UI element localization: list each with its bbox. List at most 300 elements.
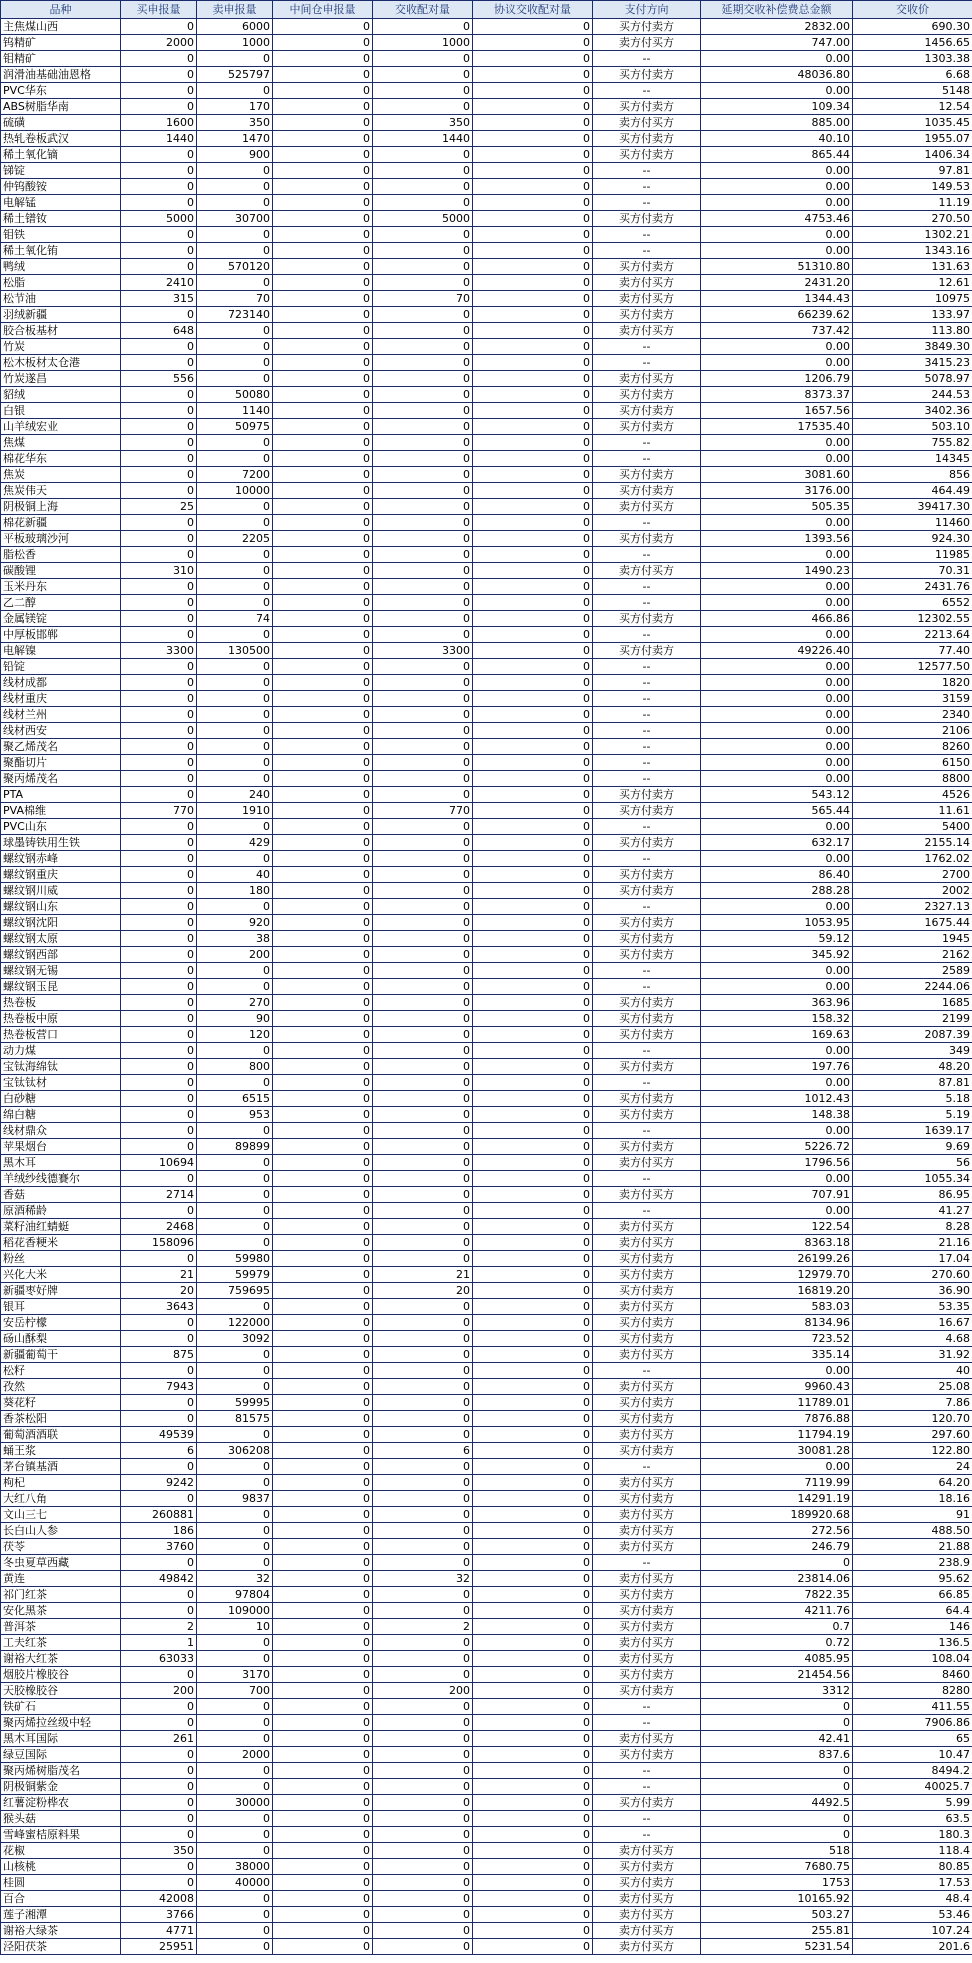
cell-compensation-total: 0.00 xyxy=(701,899,853,915)
cell-buy-declared-qty: 0 xyxy=(121,947,197,963)
cell-sell-declared-qty: 0 xyxy=(197,819,273,835)
cell-settlement-price: 4526 xyxy=(853,787,972,803)
cell-matched-qty: 0 xyxy=(373,1027,473,1043)
cell-sell-declared-qty: 306208 xyxy=(197,1443,273,1459)
cell-commodity: 粉丝 xyxy=(1,1251,121,1267)
cell-settlement-price: 12.54 xyxy=(853,99,972,115)
table-row xyxy=(1,275,972,291)
cell-intermediate-declared-qty: 0 xyxy=(273,1651,373,1667)
cell-commodity: 中厚板邯郸 xyxy=(1,627,121,643)
cell-compensation-total: 21454.56 xyxy=(701,1667,853,1683)
cell-sell-declared-qty: 50080 xyxy=(197,387,273,403)
cell-matched-qty: 0 xyxy=(373,1699,473,1715)
cell-intermediate-declared-qty: 0 xyxy=(273,1587,373,1603)
cell-compensation-total: 583.03 xyxy=(701,1299,853,1315)
cell-compensation-total: 7119.99 xyxy=(701,1475,853,1491)
cell-intermediate-declared-qty: 0 xyxy=(273,195,373,211)
table-row xyxy=(1,1491,972,1507)
table-row xyxy=(1,1763,972,1779)
table-row xyxy=(1,691,972,707)
cell-sell-declared-qty: 81575 xyxy=(197,1411,273,1427)
cell-payment-direction: 卖方付买方 xyxy=(593,371,701,387)
cell-sell-declared-qty: 109000 xyxy=(197,1603,273,1619)
cell-sell-declared-qty: 50975 xyxy=(197,419,273,435)
cell-payment-direction: 买方付卖方 xyxy=(593,1091,701,1107)
cell-intermediate-declared-qty: 0 xyxy=(273,227,373,243)
cell-matched-qty: 0 xyxy=(373,1219,473,1235)
cell-agreement-matched-qty: 0 xyxy=(473,1827,593,1843)
cell-matched-qty: 0 xyxy=(373,723,473,739)
cell-matched-qty: 0 xyxy=(373,371,473,387)
cell-settlement-price: 3415.23 xyxy=(853,355,972,371)
cell-intermediate-declared-qty: 0 xyxy=(273,1763,373,1779)
cell-matched-qty: 0 xyxy=(373,195,473,211)
cell-agreement-matched-qty: 0 xyxy=(473,579,593,595)
cell-intermediate-declared-qty: 0 xyxy=(273,627,373,643)
cell-payment-direction: 买方付卖方 xyxy=(593,1059,701,1075)
cell-payment-direction: -- xyxy=(593,1811,701,1827)
cell-commodity: 祁门红茶 xyxy=(1,1587,121,1603)
cell-sell-declared-qty: 0 xyxy=(197,1123,273,1139)
cell-commodity: 菜籽油红蜻蜓 xyxy=(1,1219,121,1235)
cell-commodity: PVC华东 xyxy=(1,83,121,99)
cell-settlement-price: 16.67 xyxy=(853,1315,972,1331)
cell-compensation-total: 0.00 xyxy=(701,1363,853,1379)
cell-sell-declared-qty: 97804 xyxy=(197,1587,273,1603)
cell-sell-declared-qty: 0 xyxy=(197,275,273,291)
cell-agreement-matched-qty: 0 xyxy=(473,1043,593,1059)
cell-settlement-price: 87.81 xyxy=(853,1075,972,1091)
cell-settlement-price: 6150 xyxy=(853,755,972,771)
cell-commodity: 螺纹钢玉昆 xyxy=(1,979,121,995)
cell-matched-qty: 0 xyxy=(373,403,473,419)
cell-settlement-price: 136.5 xyxy=(853,1635,972,1651)
cell-intermediate-declared-qty: 0 xyxy=(273,707,373,723)
table-row xyxy=(1,51,972,67)
cell-agreement-matched-qty: 0 xyxy=(473,291,593,307)
table-row xyxy=(1,1603,972,1619)
cell-compensation-total: 1490.23 xyxy=(701,563,853,579)
cell-matched-qty: 0 xyxy=(373,547,473,563)
cell-payment-direction: 买方付卖方 xyxy=(593,803,701,819)
cell-matched-qty: 0 xyxy=(373,1843,473,1859)
cell-compensation-total: 0.72 xyxy=(701,1635,853,1651)
table-row xyxy=(1,675,972,691)
cell-settlement-price: 40 xyxy=(853,1363,972,1379)
cell-agreement-matched-qty: 0 xyxy=(473,595,593,611)
cell-settlement-price: 5.18 xyxy=(853,1091,972,1107)
cell-compensation-total: 0.00 xyxy=(701,1075,853,1091)
cell-buy-declared-qty: 3760 xyxy=(121,1539,197,1555)
cell-compensation-total: 0.00 xyxy=(701,1459,853,1475)
cell-intermediate-declared-qty: 0 xyxy=(273,1491,373,1507)
cell-intermediate-declared-qty: 0 xyxy=(273,1795,373,1811)
cell-payment-direction: 买方付卖方 xyxy=(593,1667,701,1683)
cell-sell-declared-qty: 1000 xyxy=(197,35,273,51)
cell-sell-declared-qty: 10000 xyxy=(197,483,273,499)
cell-agreement-matched-qty: 0 xyxy=(473,1763,593,1779)
cell-settlement-price: 18.16 xyxy=(853,1491,972,1507)
cell-agreement-matched-qty: 0 xyxy=(473,947,593,963)
cell-buy-declared-qty: 0 xyxy=(121,1875,197,1891)
cell-agreement-matched-qty: 0 xyxy=(473,819,593,835)
cell-agreement-matched-qty: 0 xyxy=(473,739,593,755)
cell-intermediate-declared-qty: 0 xyxy=(273,1251,373,1267)
cell-intermediate-declared-qty: 0 xyxy=(273,1347,373,1363)
cell-settlement-price: 690.30 xyxy=(853,19,972,35)
cell-settlement-price: 133.97 xyxy=(853,307,972,323)
cell-sell-declared-qty: 953 xyxy=(197,1107,273,1123)
cell-payment-direction: -- xyxy=(593,659,701,675)
cell-commodity: 钨精矿 xyxy=(1,35,121,51)
cell-matched-qty: 0 xyxy=(373,1475,473,1491)
table-row xyxy=(1,1379,972,1395)
cell-settlement-price: 64.20 xyxy=(853,1475,972,1491)
cell-intermediate-declared-qty: 0 xyxy=(273,723,373,739)
cell-compensation-total: 0.00 xyxy=(701,723,853,739)
cell-commodity: 蛹王浆 xyxy=(1,1443,121,1459)
cell-agreement-matched-qty: 0 xyxy=(473,467,593,483)
cell-payment-direction: 买方付卖方 xyxy=(593,611,701,627)
table-row xyxy=(1,1123,972,1139)
cell-sell-declared-qty: 0 xyxy=(197,1155,273,1171)
cell-buy-declared-qty: 0 xyxy=(121,611,197,627)
cell-buy-declared-qty: 3643 xyxy=(121,1299,197,1315)
table-row xyxy=(1,259,972,275)
cell-commodity: 热卷板营口 xyxy=(1,1027,121,1043)
cell-payment-direction: -- xyxy=(593,1043,701,1059)
table-row xyxy=(1,1267,972,1283)
cell-matched-qty: 0 xyxy=(373,67,473,83)
cell-compensation-total: 109.34 xyxy=(701,99,853,115)
cell-payment-direction: -- xyxy=(593,1779,701,1795)
cell-buy-declared-qty: 0 xyxy=(121,1811,197,1827)
cell-agreement-matched-qty: 0 xyxy=(473,1667,593,1683)
cell-payment-direction: 卖方付买方 xyxy=(593,1891,701,1907)
cell-payment-direction: 卖方付买方 xyxy=(593,1299,701,1315)
cell-payment-direction: -- xyxy=(593,435,701,451)
cell-compensation-total: 0 xyxy=(701,1779,853,1795)
cell-sell-declared-qty: 200 xyxy=(197,947,273,963)
cell-commodity: 普洱茶 xyxy=(1,1619,121,1635)
cell-sell-declared-qty: 0 xyxy=(197,1939,273,1955)
cell-intermediate-declared-qty: 0 xyxy=(273,35,373,51)
cell-commodity: 铁矿石 xyxy=(1,1699,121,1715)
cell-matched-qty: 0 xyxy=(373,1859,473,1875)
cell-compensation-total: 0.00 xyxy=(701,179,853,195)
table-row xyxy=(1,1091,972,1107)
cell-buy-declared-qty: 0 xyxy=(121,787,197,803)
cell-commodity: 线材成都 xyxy=(1,675,121,691)
cell-commodity: 黄连 xyxy=(1,1571,121,1587)
cell-compensation-total: 747.00 xyxy=(701,35,853,51)
cell-buy-declared-qty: 0 xyxy=(121,707,197,723)
cell-matched-qty: 200 xyxy=(373,1683,473,1699)
cell-sell-declared-qty: 1140 xyxy=(197,403,273,419)
cell-payment-direction: 买方付卖方 xyxy=(593,1139,701,1155)
cell-payment-direction: 买方付卖方 xyxy=(593,1795,701,1811)
cell-agreement-matched-qty: 0 xyxy=(473,1619,593,1635)
cell-compensation-total: 0 xyxy=(701,1827,853,1843)
cell-agreement-matched-qty: 0 xyxy=(473,1779,593,1795)
cell-compensation-total: 0.00 xyxy=(701,963,853,979)
cell-sell-declared-qty: 0 xyxy=(197,755,273,771)
cell-matched-qty: 0 xyxy=(373,1347,473,1363)
cell-sell-declared-qty: 0 xyxy=(197,1523,273,1539)
cell-compensation-total: 0.00 xyxy=(701,1171,853,1187)
cell-compensation-total: 363.96 xyxy=(701,995,853,1011)
cell-sell-declared-qty: 0 xyxy=(197,1475,273,1491)
cell-agreement-matched-qty: 0 xyxy=(473,131,593,147)
cell-buy-declared-qty: 310 xyxy=(121,563,197,579)
cell-compensation-total: 9960.43 xyxy=(701,1379,853,1395)
cell-settlement-price: 11.19 xyxy=(853,195,972,211)
cell-settlement-price: 17.04 xyxy=(853,1251,972,1267)
cell-sell-declared-qty: 122000 xyxy=(197,1315,273,1331)
cell-agreement-matched-qty: 0 xyxy=(473,355,593,371)
cell-sell-declared-qty: 0 xyxy=(197,339,273,355)
cell-payment-direction: -- xyxy=(593,227,701,243)
cell-payment-direction: 买方付卖方 xyxy=(593,483,701,499)
cell-sell-declared-qty: 0 xyxy=(197,563,273,579)
cell-intermediate-declared-qty: 0 xyxy=(273,851,373,867)
cell-matched-qty: 0 xyxy=(373,1811,473,1827)
cell-payment-direction: 买方付卖方 xyxy=(593,1107,701,1123)
table-row xyxy=(1,403,972,419)
cell-buy-declared-qty: 0 xyxy=(121,1795,197,1811)
cell-buy-declared-qty: 0 xyxy=(121,1411,197,1427)
cell-matched-qty: 0 xyxy=(373,1155,473,1171)
cell-buy-declared-qty: 0 xyxy=(121,771,197,787)
cell-commodity: 谢裕大红茶 xyxy=(1,1651,121,1667)
cell-sell-declared-qty: 0 xyxy=(197,1507,273,1523)
cell-buy-declared-qty: 0 xyxy=(121,1395,197,1411)
col-header-intermediate-declared-qty: 中间仓申报量 xyxy=(273,1,373,19)
cell-compensation-total: 1012.43 xyxy=(701,1091,853,1107)
cell-intermediate-declared-qty: 0 xyxy=(273,1187,373,1203)
cell-payment-direction: 买方付卖方 xyxy=(593,1251,701,1267)
cell-compensation-total: 885.00 xyxy=(701,115,853,131)
cell-sell-declared-qty: 6515 xyxy=(197,1091,273,1107)
table-row xyxy=(1,131,972,147)
cell-agreement-matched-qty: 0 xyxy=(473,931,593,947)
cell-settlement-price: 8.28 xyxy=(853,1219,972,1235)
cell-agreement-matched-qty: 0 xyxy=(473,1091,593,1107)
cell-payment-direction: 买方付卖方 xyxy=(593,835,701,851)
cell-agreement-matched-qty: 0 xyxy=(473,211,593,227)
cell-compensation-total: 246.79 xyxy=(701,1539,853,1555)
table-row xyxy=(1,1715,972,1731)
cell-matched-qty: 0 xyxy=(373,659,473,675)
cell-intermediate-declared-qty: 0 xyxy=(273,1843,373,1859)
cell-settlement-price: 95.62 xyxy=(853,1571,972,1587)
cell-intermediate-declared-qty: 0 xyxy=(273,1907,373,1923)
cell-buy-declared-qty: 0 xyxy=(121,435,197,451)
table-row xyxy=(1,1523,972,1539)
cell-buy-declared-qty: 0 xyxy=(121,1747,197,1763)
cell-settlement-price: 86.95 xyxy=(853,1187,972,1203)
cell-payment-direction: -- xyxy=(593,163,701,179)
cell-buy-declared-qty: 0 xyxy=(121,627,197,643)
cell-settlement-price: 2340 xyxy=(853,707,972,723)
cell-compensation-total: 0.00 xyxy=(701,675,853,691)
table-row xyxy=(1,291,972,307)
cell-intermediate-declared-qty: 0 xyxy=(273,1203,373,1219)
cell-matched-qty: 0 xyxy=(373,355,473,371)
cell-sell-declared-qty: 40000 xyxy=(197,1875,273,1891)
cell-settlement-price: 11.61 xyxy=(853,803,972,819)
cell-matched-qty: 2 xyxy=(373,1619,473,1635)
cell-payment-direction: 卖方付买方 xyxy=(593,1155,701,1171)
cell-intermediate-declared-qty: 0 xyxy=(273,1091,373,1107)
cell-compensation-total: 335.14 xyxy=(701,1347,853,1363)
cell-payment-direction: -- xyxy=(593,1715,701,1731)
cell-settlement-price: 2327.13 xyxy=(853,899,972,915)
table-row xyxy=(1,371,972,387)
cell-commodity: 稀土镨钕 xyxy=(1,211,121,227)
cell-matched-qty: 0 xyxy=(373,1651,473,1667)
cell-payment-direction: 买方付卖方 xyxy=(593,1491,701,1507)
cell-matched-qty: 0 xyxy=(373,147,473,163)
cell-matched-qty: 0 xyxy=(373,1187,473,1203)
cell-payment-direction: -- xyxy=(593,515,701,531)
cell-settlement-price: 1675.44 xyxy=(853,915,972,931)
cell-buy-declared-qty: 0 xyxy=(121,659,197,675)
cell-settlement-price: 411.55 xyxy=(853,1699,972,1715)
table-row xyxy=(1,1683,972,1699)
cell-payment-direction: 买方付卖方 xyxy=(593,531,701,547)
cell-agreement-matched-qty: 0 xyxy=(473,755,593,771)
table-row xyxy=(1,83,972,99)
cell-compensation-total: 11794.19 xyxy=(701,1427,853,1443)
cell-payment-direction: 买方付卖方 xyxy=(593,1283,701,1299)
cell-matched-qty: 0 xyxy=(373,1795,473,1811)
table-row xyxy=(1,739,972,755)
cell-commodity: 冬虫夏草西藏 xyxy=(1,1555,121,1571)
cell-agreement-matched-qty: 0 xyxy=(473,259,593,275)
cell-intermediate-declared-qty: 0 xyxy=(273,1811,373,1827)
cell-sell-declared-qty: 0 xyxy=(197,1459,273,1475)
cell-settlement-price: 12577.50 xyxy=(853,659,972,675)
cell-agreement-matched-qty: 0 xyxy=(473,1683,593,1699)
cell-matched-qty: 0 xyxy=(373,1203,473,1219)
cell-commodity: 松节油 xyxy=(1,291,121,307)
cell-intermediate-declared-qty: 0 xyxy=(273,355,373,371)
cell-intermediate-declared-qty: 0 xyxy=(273,915,373,931)
cell-agreement-matched-qty: 0 xyxy=(473,35,593,51)
cell-agreement-matched-qty: 0 xyxy=(473,611,593,627)
cell-agreement-matched-qty: 0 xyxy=(473,147,593,163)
cell-settlement-price: 66.85 xyxy=(853,1587,972,1603)
table-row xyxy=(1,1859,972,1875)
cell-intermediate-declared-qty: 0 xyxy=(273,595,373,611)
cell-commodity: 银耳 xyxy=(1,1299,121,1315)
cell-payment-direction: 买方付卖方 xyxy=(593,1315,701,1331)
cell-buy-declared-qty: 0 xyxy=(121,995,197,1011)
cell-intermediate-declared-qty: 0 xyxy=(273,51,373,67)
table-row xyxy=(1,19,972,35)
cell-settlement-price: 108.04 xyxy=(853,1651,972,1667)
cell-commodity: 黑木耳国际 xyxy=(1,1731,121,1747)
cell-matched-qty: 0 xyxy=(373,1331,473,1347)
cell-commodity: 天胶橡胶谷 xyxy=(1,1683,121,1699)
cell-buy-declared-qty: 25 xyxy=(121,499,197,515)
cell-buy-declared-qty: 200 xyxy=(121,1683,197,1699)
cell-matched-qty: 0 xyxy=(373,323,473,339)
cell-payment-direction: 卖方付买方 xyxy=(593,1923,701,1939)
cell-compensation-total: 565.44 xyxy=(701,803,853,819)
cell-matched-qty: 0 xyxy=(373,1459,473,1475)
cell-compensation-total: 466.86 xyxy=(701,611,853,627)
cell-compensation-total: 255.81 xyxy=(701,1923,853,1939)
cell-compensation-total: 288.28 xyxy=(701,883,853,899)
cell-payment-direction: 买方付卖方 xyxy=(593,419,701,435)
cell-payment-direction: 买方付卖方 xyxy=(593,1267,701,1283)
cell-compensation-total: 0.00 xyxy=(701,515,853,531)
cell-payment-direction: 卖方付买方 xyxy=(593,499,701,515)
cell-matched-qty: 0 xyxy=(373,1587,473,1603)
cell-buy-declared-qty: 0 xyxy=(121,419,197,435)
cell-sell-declared-qty: 920 xyxy=(197,915,273,931)
cell-compensation-total: 189920.68 xyxy=(701,1507,853,1523)
table-row xyxy=(1,755,972,771)
cell-matched-qty: 0 xyxy=(373,1299,473,1315)
cell-buy-declared-qty: 6 xyxy=(121,1443,197,1459)
cell-buy-declared-qty: 770 xyxy=(121,803,197,819)
cell-matched-qty: 0 xyxy=(373,1379,473,1395)
cell-sell-declared-qty: 0 xyxy=(197,1651,273,1667)
cell-agreement-matched-qty: 0 xyxy=(473,915,593,931)
cell-compensation-total: 0.00 xyxy=(701,547,853,563)
cell-compensation-total: 48036.80 xyxy=(701,67,853,83)
cell-compensation-total: 0.00 xyxy=(701,1123,853,1139)
cell-commodity: 茯苓 xyxy=(1,1539,121,1555)
cell-commodity: PTA xyxy=(1,787,121,803)
cell-buy-declared-qty: 0 xyxy=(121,387,197,403)
cell-sell-declared-qty: 9837 xyxy=(197,1491,273,1507)
cell-payment-direction: 卖方付买方 xyxy=(593,1907,701,1923)
cell-intermediate-declared-qty: 0 xyxy=(273,1507,373,1523)
cell-commodity: 电解锰 xyxy=(1,195,121,211)
cell-settlement-price: 1820 xyxy=(853,675,972,691)
cell-matched-qty: 0 xyxy=(373,1395,473,1411)
cell-intermediate-declared-qty: 0 xyxy=(273,643,373,659)
cell-commodity: 新疆枣好牌 xyxy=(1,1283,121,1299)
cell-intermediate-declared-qty: 0 xyxy=(273,483,373,499)
cell-sell-declared-qty: 30000 xyxy=(197,1795,273,1811)
cell-agreement-matched-qty: 0 xyxy=(473,979,593,995)
cell-compensation-total: 0.00 xyxy=(701,739,853,755)
table-row xyxy=(1,1395,972,1411)
cell-commodity: 黑木耳 xyxy=(1,1155,121,1171)
cell-commodity: 玉米丹东 xyxy=(1,579,121,595)
cell-settlement-price: 8800 xyxy=(853,771,972,787)
cell-compensation-total: 4492.5 xyxy=(701,1795,853,1811)
cell-compensation-total: 148.38 xyxy=(701,1107,853,1123)
cell-compensation-total: 40.10 xyxy=(701,131,853,147)
cell-intermediate-declared-qty: 0 xyxy=(273,547,373,563)
cell-compensation-total: 4211.76 xyxy=(701,1603,853,1619)
cell-compensation-total: 0.00 xyxy=(701,451,853,467)
cell-agreement-matched-qty: 0 xyxy=(473,723,593,739)
cell-matched-qty: 0 xyxy=(373,707,473,723)
cell-agreement-matched-qty: 0 xyxy=(473,451,593,467)
cell-commodity: 花椒 xyxy=(1,1843,121,1859)
cell-settlement-price: 21.16 xyxy=(853,1235,972,1251)
table-row xyxy=(1,1107,972,1123)
cell-commodity: 热卷板中原 xyxy=(1,1011,121,1027)
cell-commodity: 安化黑茶 xyxy=(1,1603,121,1619)
